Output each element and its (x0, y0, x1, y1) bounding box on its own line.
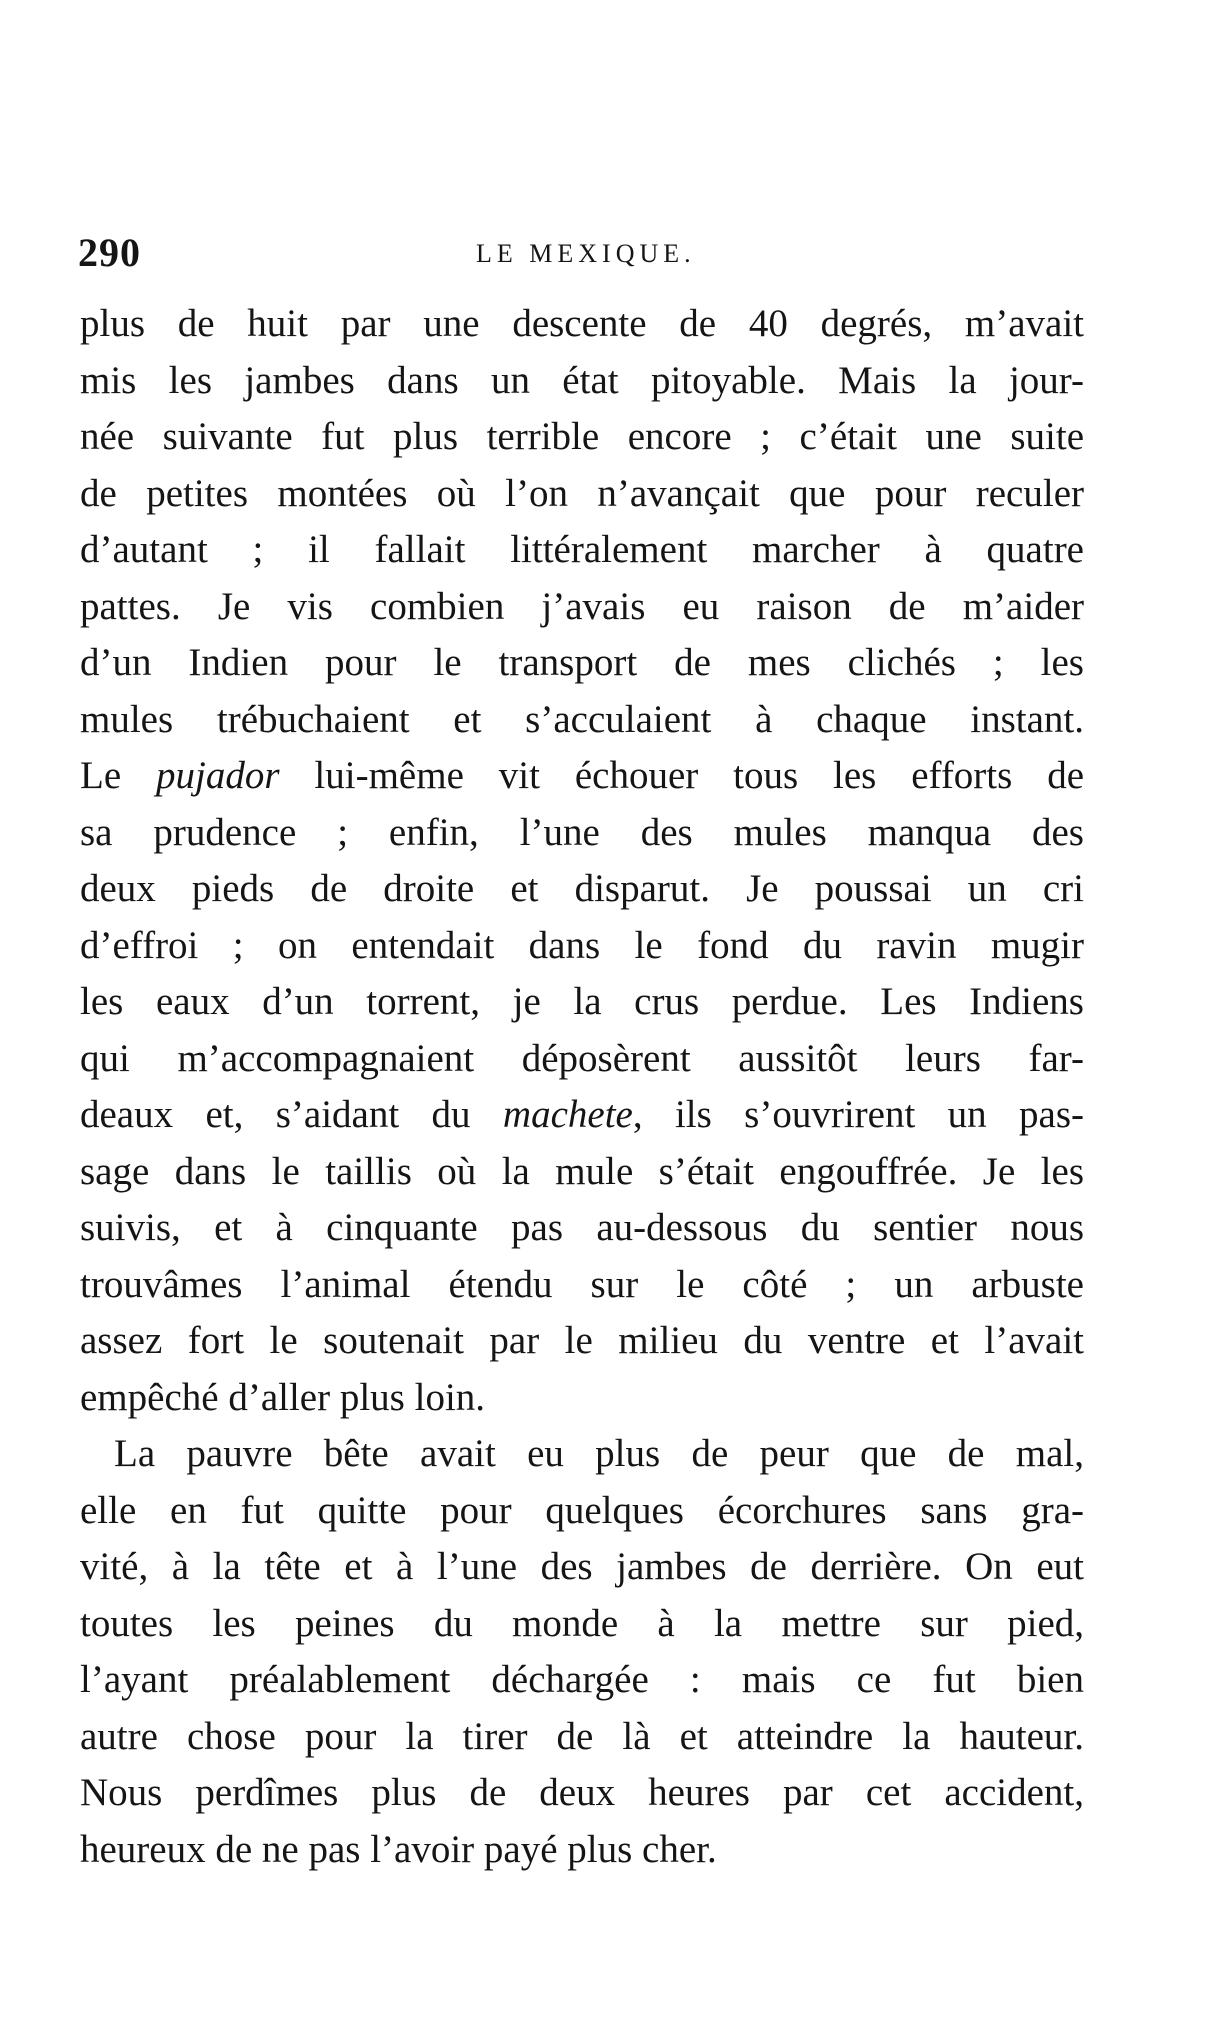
running-head (78, 228, 1090, 278)
text-line: d’un Indien pour le transport de mes clichés ; les (80, 641, 1084, 684)
text-line: sage dans le taillis où la mule s’était engouffrée. Je les (80, 1149, 1084, 1193)
italic-term: machete (502, 1093, 633, 1136)
text-line: d’effroi ; on entendait dans le fond du ravin mugir (80, 923, 1084, 967)
text-line: deux pieds de droite et disparut. Je poussai un cri (80, 867, 1084, 910)
text-line: empêché d’aller plus loin. (80, 1375, 486, 1419)
text-line: l’ayant préalablement déchargée : mais ce fut bien (80, 1658, 1084, 1701)
text-line: suivis, et à cinquante pas au-dessous du sentier nous (80, 1206, 1084, 1249)
line-text-before: Le (80, 754, 157, 797)
text-line: les eaux d’un torrent, je la crus perdue. Les Indiens (80, 980, 1084, 1023)
text-line: Nous perdîmes plus de deux heures par cet accident, (80, 1771, 1084, 1814)
page-number: 290 (78, 230, 141, 275)
text-line: heureux de ne pas l’avoir payé plus cher. (80, 1827, 717, 1871)
text-line: sa prudence ; enfin, l’une des mules manqua des (80, 810, 1084, 854)
text-line: mis les jambes dans un état pitoyable. Mais la jour- (80, 358, 1084, 402)
text-line: plus de huit par une descente de 40 degrés, m’avait (80, 302, 1084, 345)
text-line: trouvâmes l’animal étendu sur le côté ; un arbuste (80, 1262, 1084, 1306)
text-line: La pauvre bête avait eu plus de peur que de mal, (114, 1432, 1084, 1475)
text-line: autre chose pour la tirer de là et atteindre la hauteur. (80, 1714, 1084, 1758)
text-line: de petites montées où l’on n’avançait que pour reculer (80, 471, 1084, 515)
text-line (80, 748, 1084, 805)
text-line: assez fort le soutenait par le milieu du ventre et l’avait (80, 1319, 1084, 1362)
body-text (80, 296, 1084, 1878)
line-text-before: deaux et, s’aidant du (80, 1093, 503, 1136)
text-line: toutes les peines du monde à la mettre sur pied, (80, 1601, 1084, 1645)
italic-term: pujador (156, 754, 280, 797)
text-line: vité, à la tête et à l’une des jambes de derrière. On eut (80, 1545, 1084, 1588)
text-line: née suivante fut plus terrible encore ; c’était une suite (80, 415, 1084, 458)
text-line: pattes. Je vis combien j’avais eu raison de m’aider (80, 584, 1084, 628)
line-text-after: lui-même vit échouer tous les efforts de (279, 754, 1085, 797)
text-line (80, 1087, 1084, 1144)
text-line: elle en fut quitte pour quelques écorchures sans gra- (80, 1488, 1084, 1532)
running-title: LE MEXIQUE. (476, 239, 696, 268)
text-line: d’autant ; il fallait littéralement marcher à quatre (80, 528, 1084, 571)
text-line: mules trébuchaient et s’acculaient à chaque instant. (80, 697, 1084, 741)
text-line: qui m’accompagnaient déposèrent aussitôt leurs far- (80, 1036, 1084, 1080)
paragraph (80, 1426, 1084, 1878)
paragraph (80, 296, 1084, 1426)
line-text-after: , ils s’ouvrirent un pas- (632, 1093, 1084, 1136)
